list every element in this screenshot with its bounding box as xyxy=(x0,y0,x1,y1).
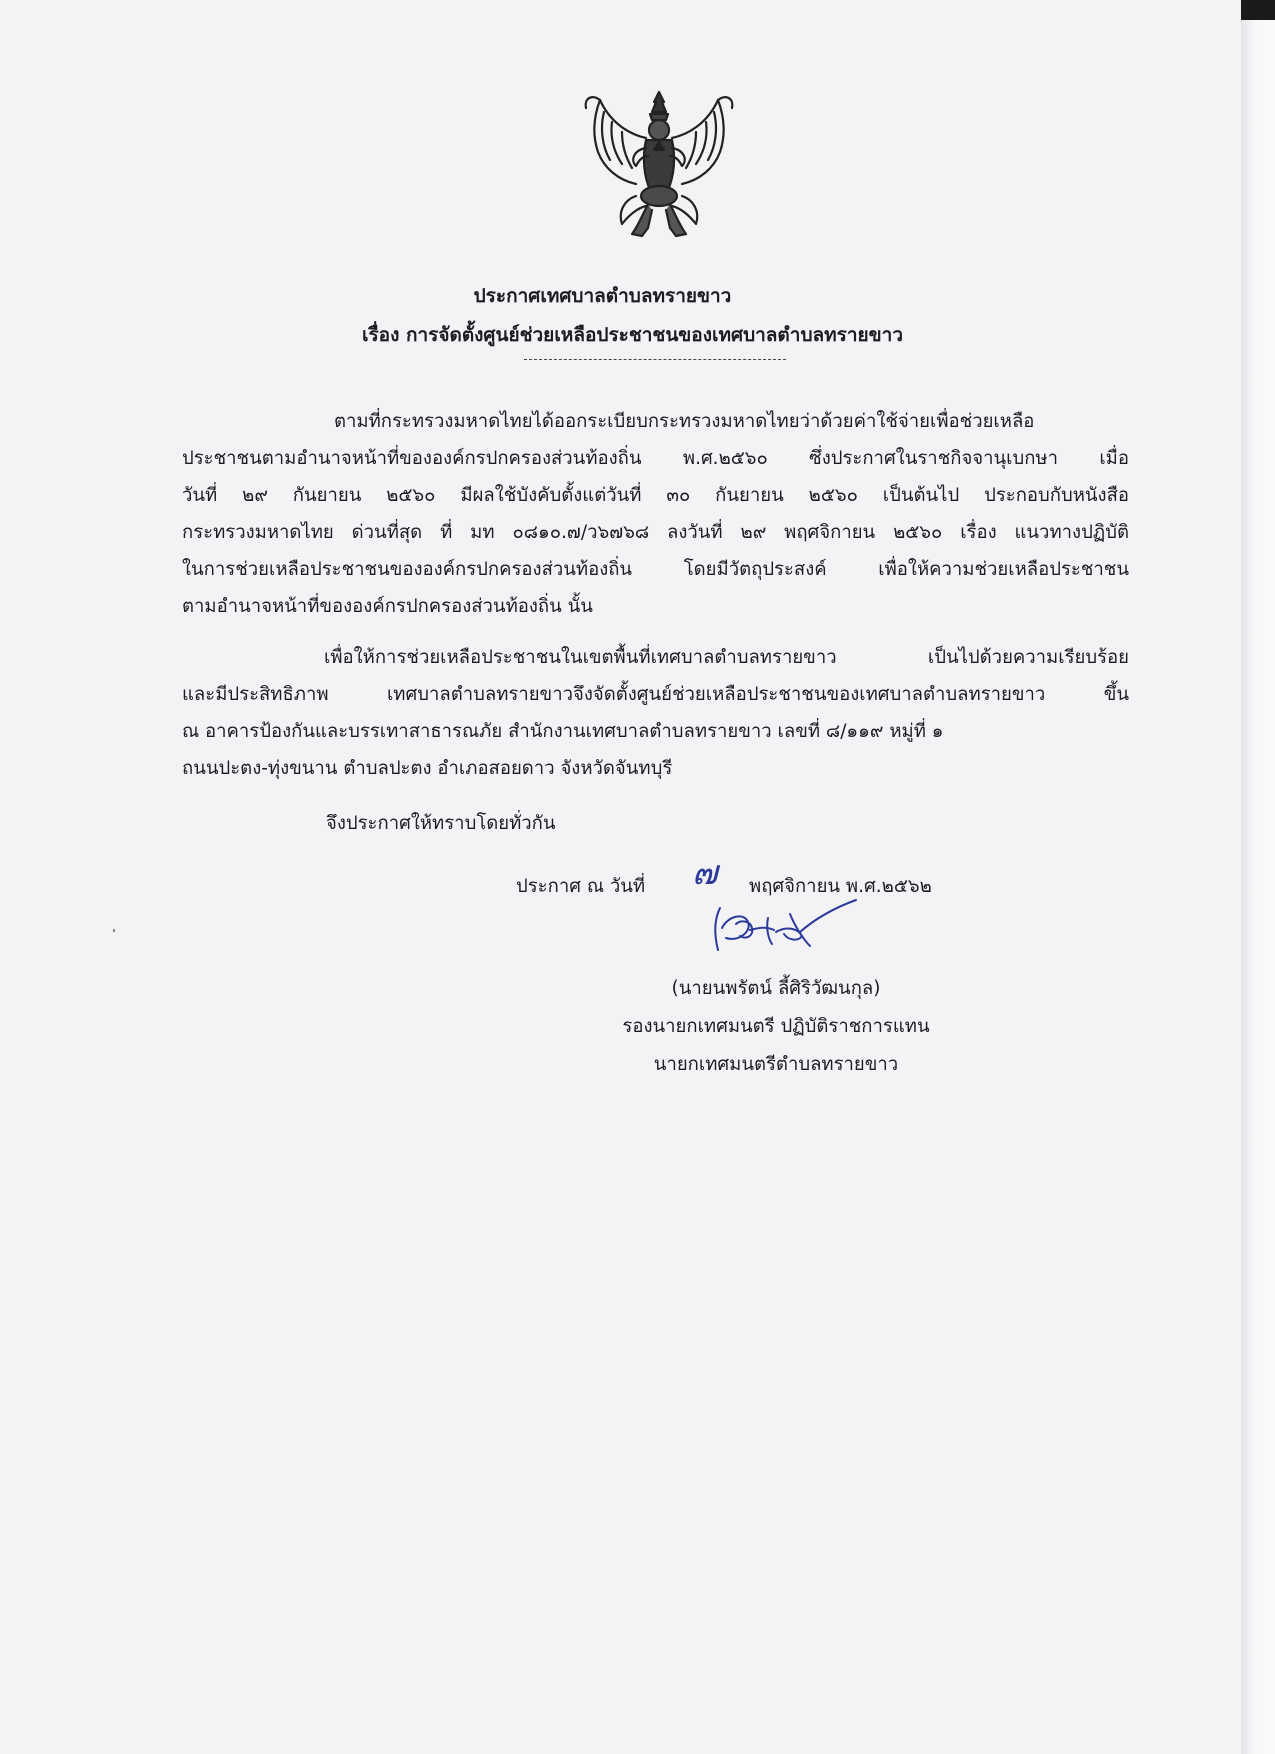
paragraph2-line: ณ อาคารป้องกันและบรรเทาสาธารณภัย สำนักงานเทศบาลตำบลทรายขาว เลขที่ ๘/๑๑๙ หมู่ที่ ๑ xyxy=(182,721,944,742)
garuda-emblem-icon xyxy=(580,88,738,244)
scan-corner-shadow xyxy=(1241,0,1275,20)
document-title: ประกาศเทศบาลตำบลทรายขาว xyxy=(473,285,732,307)
paragraph1-line: กระทรวงมหาดไทย ด่วนที่สุด ที่ มท ๐๘๑๐.๗/ว๖๗๖๘ ลงวันที่ ๒๙ พฤศจิกายน ๒๕๖๐ เรื่อง แนวทางปฏิบัติ xyxy=(182,522,1129,543)
signatory-name: (นายนพรัตน์ ลี้ศิริวัฒนกุล) xyxy=(671,978,881,999)
paragraph1-line: ในการช่วยเหลือประชาชนขององค์กรปกครองส่วนท้องถิ่น โดยมีวัตถุประสงค์ เพื่อให้ความช่วยเหลือประชาชน xyxy=(182,559,1129,580)
scan-page-edge xyxy=(1241,0,1275,1754)
announcement-date-prefix: ประกาศ ณ วันที่ xyxy=(516,876,646,897)
paragraph1-line: วันที่ ๒๙ กันยายน ๒๕๖๐ มีผลใช้บังคับตั้งแต่วันที่ ๓๐ กันยายน ๒๕๖๐ เป็นต้นไป ประกอบกับหนังสือ xyxy=(182,485,1129,506)
paragraph1-line: ตามที่กระทรวงมหาดไทยได้ออกระเบียบกระทรวงมหาดไทยว่าด้วยค่าใช้จ่ายเพื่อช่วยเหลือ xyxy=(334,411,1035,432)
closing-statement: จึงประกาศให้ทราบโดยทั่วกัน xyxy=(326,813,556,834)
paragraph2-line: เพื่อให้การช่วยเหลือประชาชนในเขตพื้นที่เทศบาลตำบลทรายขาว เป็นไปด้วยความเรียบร้อย xyxy=(324,647,1129,668)
announcement-month-year: พฤศจิกายน พ.ศ.๒๕๖๒ xyxy=(749,876,932,897)
document-subject: เรื่อง การจัดตั้งศูนย์ช่วยเหลือประชาชนของเทศบาลตำบลทรายขาว xyxy=(361,324,904,346)
signatory-position-title: นายกเทศมนตรีตำบลทรายขาว xyxy=(653,1054,899,1075)
title-divider xyxy=(524,359,786,360)
handwritten-day: ๗ xyxy=(692,853,718,893)
paragraph1-line: ตามอำนาจหน้าที่ขององค์กรปกครองส่วนท้องถิ่น นั้น xyxy=(182,596,593,617)
paper-speck xyxy=(113,929,115,932)
signatory-position: รองนายกเทศมนตรี ปฏิบัติราชการแทน xyxy=(622,1016,930,1037)
paragraph2-line: และมีประสิทธิภาพ เทศบาลตำบลทรายขาวจึงจัดตั้งศูนย์ช่วยเหลือประชาชนของเทศบาลตำบลทรายขาว ขึ้น xyxy=(182,684,1129,705)
paragraph2-line: ถนนปะตง-ทุ่งขนาน ตำบลปะตง อำเภอสอยดาว จังหวัดจันทบุรี xyxy=(182,758,673,779)
handwritten-signature xyxy=(706,898,862,960)
paragraph1-line: ประชาชนตามอำนาจหน้าที่ขององค์กรปกครองส่วนท้องถิ่น พ.ศ.๒๕๖๐ ซึ่งประกาศในราชกิจจานุเบกษา เมื่อ xyxy=(182,448,1129,469)
